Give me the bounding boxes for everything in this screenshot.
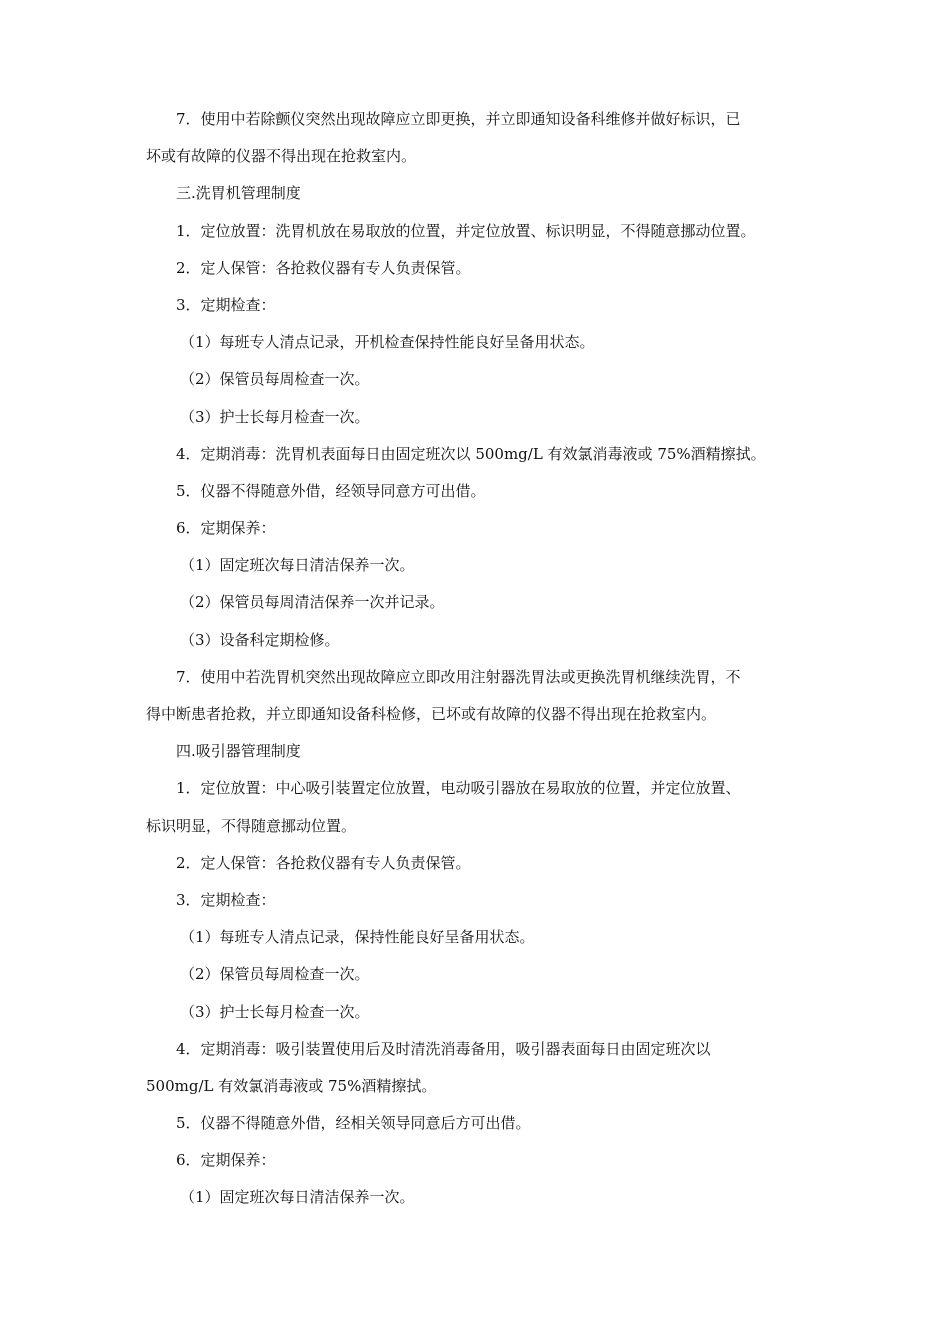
paragraph-line: 1．定位放置：洗胃机放在易取放的位置，并定位放置、标识明显，不得随意挪动位置。 <box>176 221 756 240</box>
paragraph-line: 3．定期检查： <box>176 295 276 314</box>
paragraph-line: 2．定人保管：各抢救仪器有专人负责保管。 <box>176 853 471 872</box>
list-item: （1）每班专人清点记录，开机检查保持性能良好呈备用状态。 <box>180 333 595 352</box>
paragraph-line: 7．使用中若除颤仪突然出现故障应立即更换，并立即通知设备科维修并做好标识，已 <box>176 110 741 128</box>
document-body <box>146 106 814 1222</box>
paragraph-line: 7．使用中若洗胃机突然出现故障应立即改用注射器洗胃法或更换洗胃机继续洗胃，不 <box>176 667 741 686</box>
paragraph-line: 3．定期检查： <box>176 890 276 909</box>
paragraph-line: 2．定人保管：各抢救仪器有专人负责保管。 <box>176 258 471 277</box>
paragraph-line: 5．仪器不得随意外借，经相关领导同意后方可出借。 <box>176 1114 531 1133</box>
list-item: （2）保管员每周清洁保养一次并记录。 <box>180 593 445 612</box>
section-heading: 三.洗胃机管理制度 <box>176 184 301 203</box>
list-item: （1）固定班次每日清洁保养一次。 <box>180 556 415 575</box>
list-item: （1）每班专人清点记录，保持性能良好呈备用状态。 <box>180 928 535 947</box>
paragraph-line: 6．定期保养： <box>176 1151 276 1170</box>
section-heading: 四.吸引器管理制度 <box>176 742 301 761</box>
list-item: （3）护士长每月检查一次。 <box>180 1002 370 1021</box>
paragraph-line: 标识明显，不得随意挪动位置。 <box>146 816 357 835</box>
paragraph-line: 4．定期消毒：吸引装置使用后及时清洗消毒备用，吸引器表面每日由固定班次以 <box>176 1039 711 1058</box>
paragraph-line: 得中断患者抢救，并立即通知设备科检修，已坏或有故障的仪器不得出现在抢救室内。 <box>146 705 717 723</box>
paragraph-line: 500mg/L 有效氯消毒液或 75%酒精擦拭。 <box>146 1076 437 1095</box>
paragraph-line: 5．仪器不得随意外借，经领导同意方可出借。 <box>176 481 486 500</box>
list-item: （3）护士长每月检查一次。 <box>180 407 370 426</box>
list-item: （2）保管员每周检查一次。 <box>180 370 370 389</box>
list-item: （1）固定班次每日清洁保养一次。 <box>180 1188 415 1207</box>
paragraph-line: 6．定期保养： <box>176 519 276 538</box>
paragraph-line: 1．定位放置：中心吸引装置定位放置，电动吸引器放在易取放的位置，并定位放置、 <box>176 779 741 798</box>
list-item: （3）设备科定期检修。 <box>180 630 340 649</box>
paragraph-line: 4．定期消毒：洗胃机表面每日由固定班次以 500mg/L 有效氯消毒液或 75%酒精擦拭。 <box>176 444 766 463</box>
list-item: （2）保管员每周检查一次。 <box>180 965 370 984</box>
paragraph-line: 坏或有故障的仪器不得出现在抢救室内。 <box>146 147 417 166</box>
